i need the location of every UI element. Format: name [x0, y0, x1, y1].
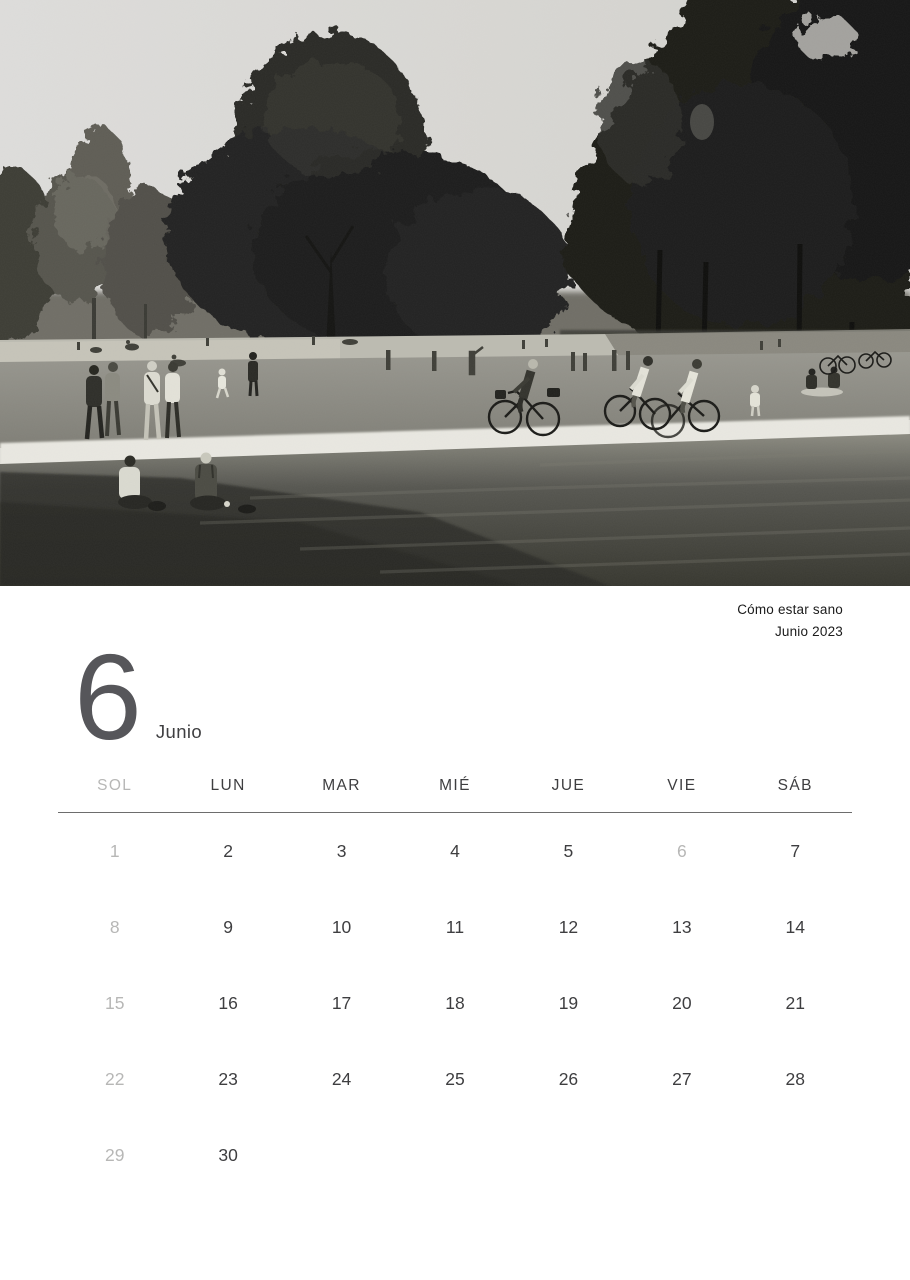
calendar-day-cell: 18 [445, 992, 465, 1013]
day-header-label: MIÉ [439, 777, 471, 794]
park-photo [0, 0, 910, 586]
calendar-day-cell: 22 [104, 1068, 125, 1089]
calendar-grid [58, 813, 852, 1193]
calendar-day-cell: 3 [336, 840, 347, 861]
calendar-day-cell: 16 [218, 992, 238, 1013]
calendar-empty-cell [625, 1117, 738, 1193]
calendar-day-cell: 19 [558, 992, 579, 1013]
calendar-day-cell: 10 [331, 916, 352, 937]
calendar-day-cell: 20 [672, 992, 692, 1013]
calendar-day-cell: 6 [676, 840, 687, 861]
day-header-label: MAR [322, 777, 361, 794]
calendar-day-cell: 29 [104, 1144, 125, 1165]
calendar-day-cell: 2 [223, 840, 233, 861]
day-header-label: JUE [551, 777, 586, 794]
month-name: Junio [155, 721, 203, 742]
calendar-empty-cell [285, 1117, 398, 1193]
calendar-day-cell: 26 [558, 1068, 579, 1089]
calendar-day-cell: 27 [672, 1068, 692, 1089]
day-header-label: SÁB [777, 777, 813, 794]
calendar-day-cell: 14 [785, 916, 806, 937]
calendar-day-cell: 12 [558, 916, 579, 937]
calendar-day-cell: 21 [785, 992, 806, 1013]
month-number: 6 [74, 628, 139, 765]
calendar-day-cell: 5 [563, 840, 574, 861]
calendar-day-cell: 25 [445, 1068, 465, 1089]
calendar-day-cell: 28 [785, 1068, 806, 1089]
calendar-empty-cell [398, 1117, 511, 1193]
calendar-day-cell: 24 [331, 1068, 352, 1089]
calendar-day-cell: 15 [104, 992, 125, 1013]
calendar [58, 777, 852, 1193]
calendar-empty-cell [739, 1117, 852, 1193]
calendar-day-cell: 13 [672, 916, 692, 937]
calendar-day-cell: 30 [218, 1144, 238, 1165]
day-header-label: SOL [97, 777, 133, 794]
caption-line-1: Cómo estar sano [737, 602, 843, 617]
calendar-day-cell: 1 [109, 840, 120, 861]
calendar-day-cell: 23 [218, 1068, 238, 1089]
calendar-day-cell: 7 [790, 840, 801, 861]
calendar-day-cell: 17 [331, 992, 352, 1013]
day-header-label: VIE [667, 777, 697, 794]
calendar-day-cell: 9 [223, 916, 233, 937]
calendar-day-headers [58, 777, 852, 813]
calendar-day-cell: 4 [450, 840, 460, 861]
photo-grain [0, 0, 910, 586]
calendar-day-cell: 8 [109, 916, 120, 937]
day-header-label: LUN [210, 777, 246, 794]
caption-line-2: Junio 2023 [774, 624, 843, 639]
calendar-day-cell: 11 [445, 916, 465, 937]
calendar-empty-cell [512, 1117, 625, 1193]
